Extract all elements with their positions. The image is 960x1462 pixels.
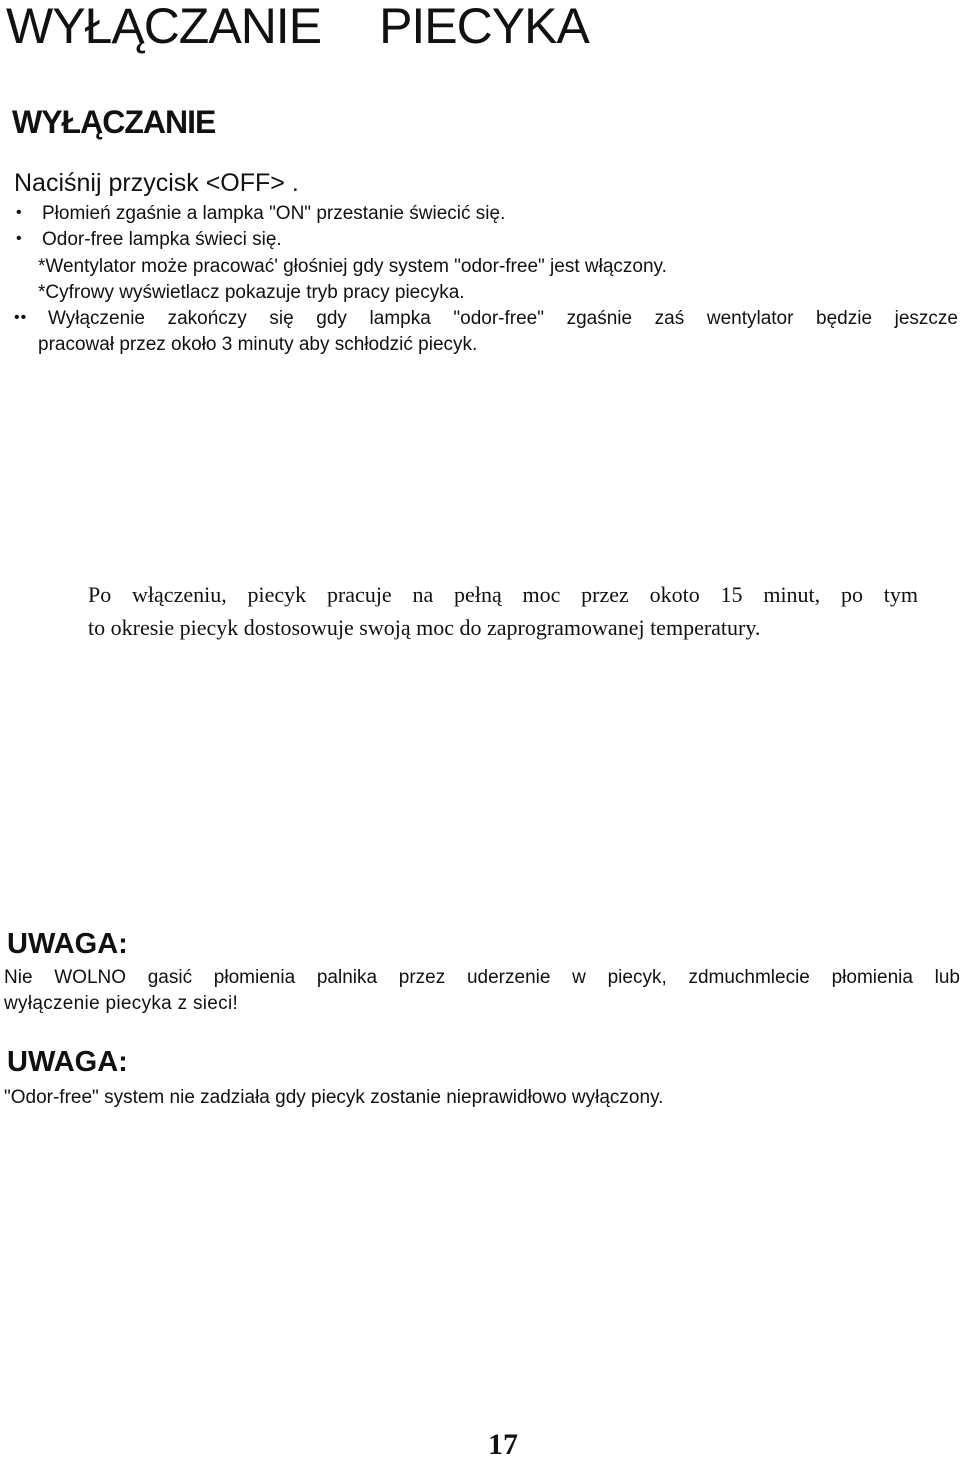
warning-label: UWAGA: bbox=[7, 928, 128, 960]
page-number: 17 bbox=[488, 1428, 518, 1461]
info-line: Po włączeniu, piecyk pracuje na pełną moc przez okoto 15 minut, po tym bbox=[88, 582, 918, 607]
section-heading: WYŁĄCZANIE bbox=[12, 104, 216, 140]
list-item: Odor-free lampka świeci się. bbox=[42, 229, 282, 250]
warning-label: UWAGA: bbox=[7, 1046, 128, 1078]
warning-text: wyłączenie piecyka z sieci! bbox=[4, 993, 239, 1014]
list-item-continuation: pracował przez około 3 minuty aby schłodzić piecyk. bbox=[38, 334, 478, 355]
page-title-part1: WYŁĄCZANIE bbox=[6, 0, 322, 54]
bullet-icon: • bbox=[16, 204, 22, 221]
note-line: *Cyfrowy wyświetlacz pokazuje tryb pracy piecyka. bbox=[38, 282, 465, 303]
list-item: Płomień zgaśnie a lampka "ON" przestanie świecić się. bbox=[42, 203, 506, 224]
info-line: to okresie piecyk dostosowuje swoją moc do zaprogramowanej temperatury. bbox=[88, 615, 761, 640]
warning-text: "Odor-free" system nie zadziała gdy piecyk zostanie nieprawidłowo wyłączony. bbox=[4, 1087, 664, 1108]
page-title bbox=[6, 0, 589, 52]
double-bullet-icon: •• bbox=[14, 309, 28, 326]
bullet-icon: • bbox=[16, 230, 22, 247]
list-item: Wyłączenie zakończy się gdy lampka "odor-free" zgaśnie zaś wentylator będzie jeszcze bbox=[48, 308, 958, 329]
instruction-text: Naciśnij przycisk <OFF> . bbox=[14, 169, 299, 197]
note-line: *Wentylator może pracować' głośniej gdy system "odor-free" jest włączony. bbox=[38, 256, 667, 277]
page-title-part2: PIECYKA bbox=[379, 0, 589, 54]
warning-text: Nie WOLNO gasić płomienia palnika przez uderzenie w piecyk, zdmuchmlecie płomienia lub bbox=[4, 967, 960, 988]
info-paragraph bbox=[88, 578, 918, 644]
